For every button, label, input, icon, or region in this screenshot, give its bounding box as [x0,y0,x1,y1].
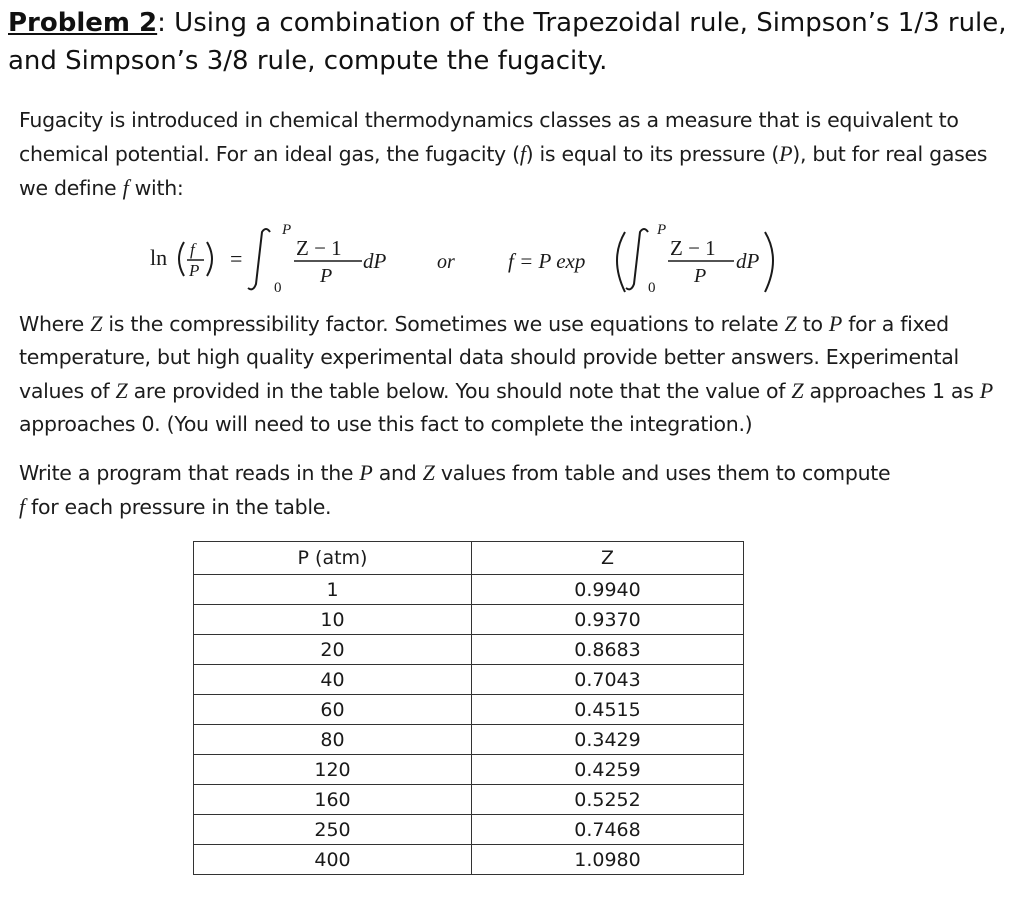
para-text: are provided in the table below. You should note that the value of [127,379,792,403]
pressure-cell: 250 [194,815,472,845]
para-text: to [796,312,829,336]
z-symbol: Z [784,311,797,336]
pressure-cell: 120 [194,755,472,785]
pressure-symbol: P [779,141,793,166]
integrand-numerator-2: Z − 1 [670,236,716,260]
para-text: Where [19,312,91,336]
z-cell: 0.8683 [472,635,744,665]
z-symbol: Z [90,311,103,336]
big-left-paren [617,232,625,292]
integral-lower-limit-2: 0 [648,280,656,296]
table-row [194,785,744,815]
fugacity-symbol: f [519,141,526,166]
problem-statement: : Using a combination of the Trapezoidal rule, Simpson’s 1/3 rule, and Simpson’s 3/8 rule, compute the fugacity. [8,8,1007,76]
pressure-cell: 80 [194,725,472,755]
intro-text: ), but for real gases we define [19,142,988,200]
integrand-denominator: P [320,265,333,287]
dp-symbol-2: dP [736,249,760,273]
pressure-cell: 10 [194,605,472,635]
z-cell: 0.9370 [472,605,744,635]
table-row [194,575,744,605]
ln-symbol: ln [150,245,168,270]
integrand-denominator-2: P [694,265,707,287]
table-row [194,845,744,875]
z-cell: 0.4515 [472,695,744,725]
pressure-cell: 40 [194,665,472,695]
para-text: for a fixed temperature, but high quality experimental data should provide better answers. Experimental values of [19,312,959,403]
integral-upper-limit: P [282,222,292,238]
integral-upper-limit-2: P [657,222,667,238]
integrand-numerator: Z − 1 [296,236,342,260]
table-header-row [194,542,744,575]
para-text: approaches 0. (You will need to use this fact to complete the integration.) [19,412,753,436]
para-text: is the compressibility factor. Sometimes we use equations to relate [102,312,785,336]
z-symbol: Z [115,378,128,403]
header-z: Z [472,542,744,575]
program-instructions [19,456,1009,524]
header-pressure: P (atm) [194,542,472,575]
intro-text: with: [128,176,184,200]
para-text: approaches 1 as [803,379,980,403]
problem-label: Problem 2 [8,8,158,38]
integral-sign [248,229,270,289]
fraction-denominator: P [189,261,200,280]
pressure-cell: 20 [194,635,472,665]
para-text: values from table and uses them to compute [434,461,891,485]
intro-paragraph [19,104,1009,205]
z-cell: 0.3429 [472,725,744,755]
fugacity-symbol: f [122,175,129,200]
intro-text: ) is equal to its pressure ( [525,142,780,166]
z-symbol: Z [422,460,435,485]
fraction-numerator: f [190,240,195,259]
or-text: or [437,251,455,273]
problem-heading [8,4,1008,80]
pressure-cell: 1 [194,575,472,605]
intro-text: Fugacity is introduced in chemical thermodynamics classes as a measure that is equivalent to chemical potential. For an ideal gas, the fugacity ( [19,108,959,166]
compressibility-paragraph [19,307,1009,441]
pressure-symbol: P [828,311,843,336]
table-row [194,755,744,785]
z-cell: 0.7043 [472,665,744,695]
integral-sign-2 [626,229,648,289]
rhs-prefix: f = P exp [508,249,586,273]
table-row [194,725,744,755]
z-cell: 1.0980 [472,845,744,875]
z-cell: 0.7468 [472,815,744,845]
table-row [194,605,744,635]
integral-lower-limit: 0 [274,280,282,296]
pressure-symbol: P [979,378,993,403]
para-text: and [372,461,423,485]
fugacity-equation [0,212,1024,302]
equals-sign: = [230,246,243,271]
pressure-z-table [193,541,744,875]
pressure-cell: 60 [194,695,472,725]
pressure-cell: 400 [194,845,472,875]
para-text: Write a program that reads in the [19,461,360,485]
z-symbol: Z [791,378,804,403]
table-row [194,695,744,725]
dp-symbol: dP [363,249,387,273]
left-paren [179,242,184,276]
table-row [194,635,744,665]
z-cell: 0.5252 [472,785,744,815]
table-row [194,665,744,695]
pressure-cell: 160 [194,785,472,815]
z-cell: 0.9940 [472,575,744,605]
right-paren [207,242,212,276]
big-right-paren [765,232,773,292]
z-cell: 0.4259 [472,755,744,785]
pressure-symbol: P [359,460,373,485]
fugacity-symbol: f [19,494,25,519]
table-row [194,815,744,845]
para-text: for each pressure in the table. [24,495,332,519]
